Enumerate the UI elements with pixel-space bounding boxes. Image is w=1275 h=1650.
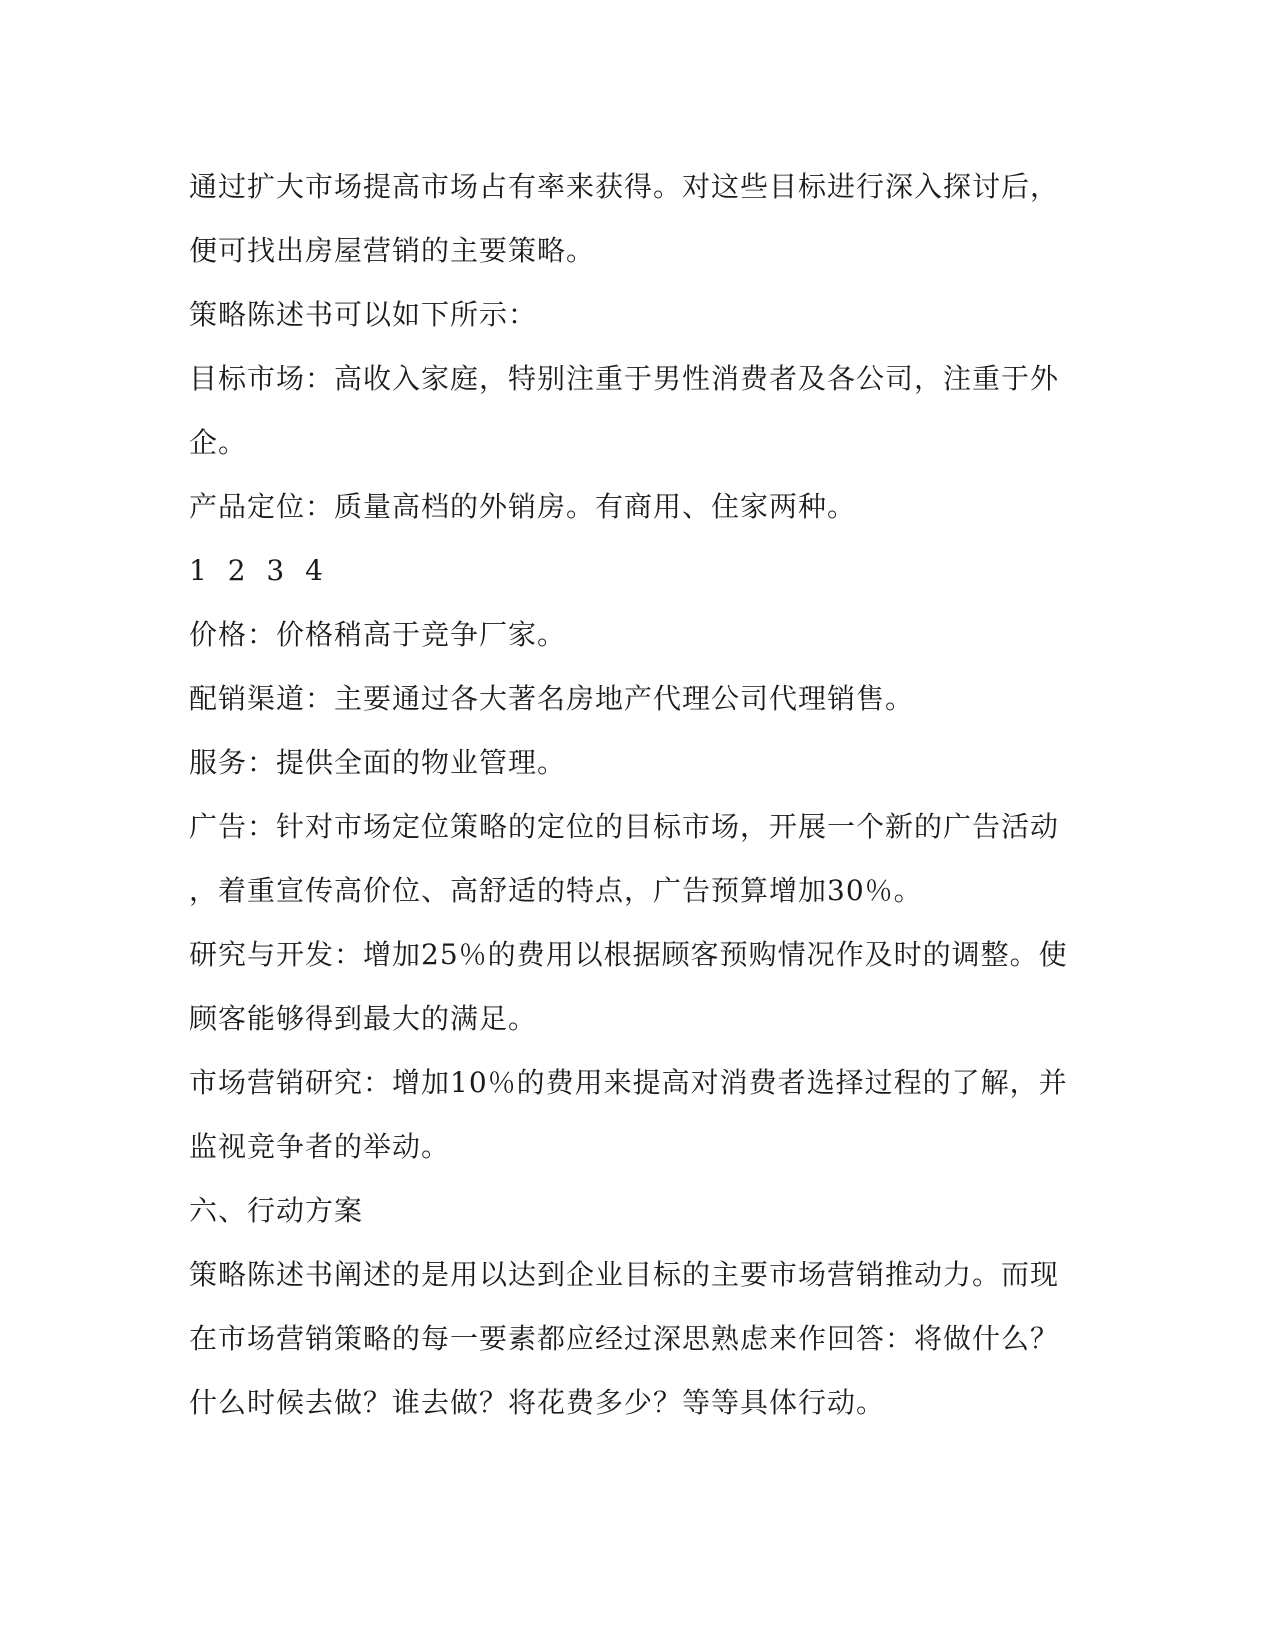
paragraph-line: 监视竞争者的举动。 <box>189 1130 451 1163</box>
paragraph-line: 策略陈述书阐述的是用以达到企业目标的主要市场营销推动力。而现 <box>189 1258 1060 1291</box>
paragraph-line: 产品定位：质量高档的外销房。有商用、住家两种。 <box>189 490 857 523</box>
paragraph-line: ，着重宣传高价位、高舒适的特点，广告预算增加30％。 <box>189 874 923 907</box>
paragraph-line: 企。 <box>189 426 248 459</box>
paragraph-line: 什么时候去做？谁去做？将花费多少？等等具体行动。 <box>189 1386 886 1419</box>
paragraph-line: 便可找出房屋营销的主要策略。 <box>189 234 596 267</box>
paragraph-line: 广告：针对市场定位策略的定位的目标市场，开展一个新的广告活动 <box>189 810 1060 843</box>
section-heading: 六、行动方案 <box>189 1194 364 1227</box>
paragraph-line: 通过扩大市场提高市场占有率来获得。对这些目标进行深入探讨后， <box>189 170 1060 203</box>
paragraph-line: 价格：价格稍高于竞争厂家。 <box>189 618 567 651</box>
paragraph-line: 服务：提供全面的物业管理。 <box>189 746 567 779</box>
paragraph-line: 研究与开发：增加25％的费用以根据顾客预购情况作及时的调整。使 <box>189 938 1068 971</box>
paragraph-line: 策略陈述书可以如下所示： <box>189 298 538 331</box>
number-sequence-line: 1 2 3 4 <box>189 554 329 587</box>
paragraph-line: 在市场营销策略的每一要素都应经过深思熟虑来作回答：将做什么？ <box>189 1322 1060 1355</box>
document-body <box>189 155 1069 1435</box>
paragraph-line: 配销渠道：主要通过各大著名房地产代理公司代理销售。 <box>189 682 915 715</box>
paragraph-line: 顾客能够得到最大的满足。 <box>189 1002 538 1035</box>
paragraph-line: 目标市场：高收入家庭，特别注重于男性消费者及各公司，注重于外 <box>189 362 1060 395</box>
paragraph-line: 市场营销研究：增加10％的费用来提高对消费者选择过程的了解，并 <box>189 1066 1068 1099</box>
